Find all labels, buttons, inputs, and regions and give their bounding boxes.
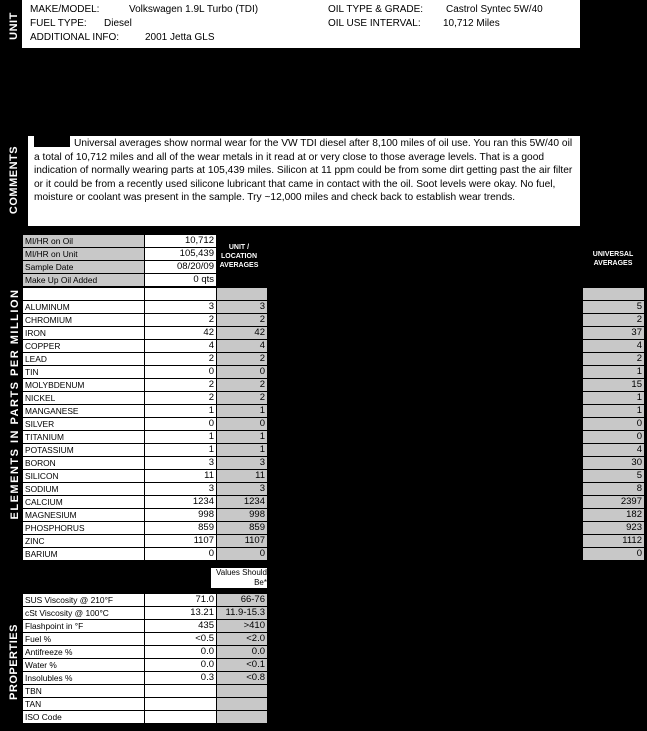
table-row — [23, 470, 268, 483]
element-name: ALUMINUM — [23, 301, 145, 314]
property-value: <0.5 — [145, 633, 217, 646]
element-value: 859 — [145, 522, 217, 535]
table-row — [583, 509, 645, 522]
table-row — [23, 261, 217, 274]
table-row — [583, 340, 645, 353]
additional-info-label: ADDITIONAL INFO: — [30, 32, 120, 43]
universal-averages-header: UNIVERSAL AVERAGES — [592, 251, 634, 267]
element-value: 3 — [145, 457, 217, 470]
table-row — [23, 366, 268, 379]
table-row — [583, 522, 645, 535]
element-universal-average: 2397 — [583, 496, 645, 509]
sample-value: 105,439 — [145, 248, 217, 261]
sample-label: Make Up Oil Added — [23, 274, 145, 287]
table-row — [23, 444, 268, 457]
element-name: TIN — [23, 366, 145, 379]
table-row — [583, 288, 645, 301]
table-row — [23, 698, 268, 711]
oil-interval-value: 10,712 Miles — [443, 18, 500, 29]
element-universal-average: 5 — [583, 301, 645, 314]
element-unit-average: 2 — [217, 314, 268, 327]
table-row — [23, 522, 268, 535]
element-universal-average: 30 — [583, 457, 645, 470]
blank-cell — [23, 288, 145, 301]
element-unit-average: 3 — [217, 457, 268, 470]
table-row — [583, 496, 645, 509]
property-name: Flashpoint in °F — [23, 620, 145, 633]
element-name: SILICON — [23, 470, 145, 483]
sample-value: 10,712 — [145, 235, 217, 248]
table-row — [23, 711, 268, 724]
sample-value: 08/20/09 — [145, 261, 217, 274]
element-name: BORON — [23, 457, 145, 470]
element-name: MANGANESE — [23, 405, 145, 418]
property-name: Antifreeze % — [23, 646, 145, 659]
fuel-type-value: Diesel — [104, 18, 132, 29]
element-value: 998 — [145, 509, 217, 522]
element-universal-average: 2 — [583, 314, 645, 327]
property-name: ISO Code — [23, 711, 145, 724]
comments-text: Universal averages show normal wear for the VW TDI diesel after 8,100 miles of oil use. You ran this 5W/40 oil a total of 10,712 miles and all of the wear metals in it read at or very close to those average levels. That is a good indication of normally wearing parts at 105,439 miles. Silicon at 11 ppm could be from some dirt getting past the air filter or it could be from a recently used silicone lubricant that came in contact with the oil. Soot levels were okay. No fuel, moisture or coolant was present in the sample. Try ~12,000 miles and check back to establish wear trends. — [34, 138, 573, 203]
sample-label: MI/HR on Oil — [23, 235, 145, 248]
element-value: 3 — [145, 301, 217, 314]
table-row — [23, 340, 268, 353]
property-value — [145, 698, 217, 711]
element-universal-average: 4 — [583, 340, 645, 353]
property-value: 435 — [145, 620, 217, 633]
table-row — [23, 418, 268, 431]
property-value: 71.0 — [145, 594, 217, 607]
table-row — [583, 379, 645, 392]
table-row — [23, 431, 268, 444]
table-row — [23, 620, 268, 633]
universal-averages-table — [582, 287, 645, 561]
table-row — [23, 646, 268, 659]
element-unit-average: 2 — [217, 353, 268, 366]
element-name: SODIUM — [23, 483, 145, 496]
element-name: PHOSPHORUS — [23, 522, 145, 535]
table-row — [23, 483, 268, 496]
element-value: 2 — [145, 353, 217, 366]
table-row — [583, 392, 645, 405]
table-row — [583, 548, 645, 561]
element-universal-average: 0 — [583, 548, 645, 561]
table-row — [583, 418, 645, 431]
oil-interval-label: OIL USE INTERVAL: — [328, 18, 421, 29]
element-value: 2 — [145, 392, 217, 405]
table-row — [583, 314, 645, 327]
property-should-be — [217, 685, 268, 698]
table-row — [23, 685, 268, 698]
property-should-be: >410 — [217, 620, 268, 633]
element-unit-average: 3 — [217, 301, 268, 314]
properties-table — [22, 593, 268, 724]
table-row — [23, 594, 268, 607]
element-name: IRON — [23, 327, 145, 340]
property-should-be: 0.0 — [217, 646, 268, 659]
element-unit-average: 1 — [217, 444, 268, 457]
element-unit-average: 1234 — [217, 496, 268, 509]
element-value: 1 — [145, 444, 217, 457]
element-unit-average: 0 — [217, 366, 268, 379]
element-unit-average: 1 — [217, 405, 268, 418]
element-unit-average: 11 — [217, 470, 268, 483]
property-value — [145, 711, 217, 724]
element-unit-average: 3 — [217, 483, 268, 496]
sample-label: MI/HR on Unit — [23, 248, 145, 261]
property-should-be: <0.1 — [217, 659, 268, 672]
table-row — [23, 496, 268, 509]
property-value — [145, 685, 217, 698]
element-name: TITANIUM — [23, 431, 145, 444]
elements-table — [22, 287, 268, 561]
section-label-comments: COMMENTS — [8, 145, 20, 215]
element-universal-average: 37 — [583, 327, 645, 340]
element-value: 1234 — [145, 496, 217, 509]
element-universal-average: 0 — [583, 418, 645, 431]
table-row — [23, 457, 268, 470]
element-unit-average: 859 — [217, 522, 268, 535]
element-universal-average: 1112 — [583, 535, 645, 548]
table-row — [583, 535, 645, 548]
element-name: SILVER — [23, 418, 145, 431]
table-row — [583, 457, 645, 470]
element-universal-average: 1 — [583, 366, 645, 379]
table-row — [23, 379, 268, 392]
table-row — [23, 274, 217, 287]
property-name: SUS Viscosity @ 210°F — [23, 594, 145, 607]
table-row — [23, 288, 268, 301]
values-should-be-header: Values Should Be* — [211, 568, 267, 588]
table-row — [583, 444, 645, 457]
table-row — [583, 431, 645, 444]
element-value: 4 — [145, 340, 217, 353]
sample-value: 0 qts — [145, 274, 217, 287]
sample-info-table — [22, 234, 217, 287]
element-name: MAGNESIUM — [23, 509, 145, 522]
make-model-label: MAKE/MODEL: — [30, 4, 100, 15]
element-unit-average: 1107 — [217, 535, 268, 548]
element-universal-average: 1 — [583, 392, 645, 405]
property-should-be — [217, 698, 268, 711]
table-row — [23, 509, 268, 522]
table-row — [23, 672, 268, 685]
property-name: TBN — [23, 685, 145, 698]
table-row — [583, 327, 645, 340]
element-universal-average: 1 — [583, 405, 645, 418]
property-name: Fuel % — [23, 633, 145, 646]
table-row — [583, 470, 645, 483]
element-universal-average: 5 — [583, 470, 645, 483]
element-universal-average: 2 — [583, 353, 645, 366]
element-unit-average: 0 — [217, 418, 268, 431]
property-should-be: 11.9-15.3 — [217, 607, 268, 620]
element-unit-average: 1 — [217, 431, 268, 444]
element-universal-average: 15 — [583, 379, 645, 392]
element-value: 11 — [145, 470, 217, 483]
element-name: CHROMIUM — [23, 314, 145, 327]
unit-info-panel — [22, 0, 580, 48]
property-should-be — [217, 711, 268, 724]
section-label-properties: PROPERTIES — [8, 624, 20, 700]
table-row — [23, 633, 268, 646]
blank-cell — [145, 288, 217, 301]
property-value: 0.0 — [145, 659, 217, 672]
element-value: 42 — [145, 327, 217, 340]
section-label-unit: UNIT — [8, 12, 20, 40]
table-row — [583, 353, 645, 366]
table-row — [23, 548, 268, 561]
oil-type-label: OIL TYPE & GRADE: — [328, 4, 424, 15]
property-value: 0.3 — [145, 672, 217, 685]
make-model-value: Volkswagen 1.9L Turbo (TDI) — [129, 4, 259, 15]
element-universal-average: 0 — [583, 431, 645, 444]
element-name: CALCIUM — [23, 496, 145, 509]
element-value: 2 — [145, 379, 217, 392]
element-value: 0 — [145, 418, 217, 431]
table-row — [23, 535, 268, 548]
table-row — [23, 405, 268, 418]
comments-panel — [28, 136, 580, 226]
table-row — [23, 314, 268, 327]
property-name: cSt Viscosity @ 100°C — [23, 607, 145, 620]
unit-location-averages-header: UNIT / LOCATION AVERAGES — [219, 244, 259, 269]
element-value: 1107 — [145, 535, 217, 548]
table-row — [23, 392, 268, 405]
table-row — [583, 366, 645, 379]
element-name: ZINC — [23, 535, 145, 548]
table-row — [583, 483, 645, 496]
element-universal-average: 182 — [583, 509, 645, 522]
element-value: 2 — [145, 314, 217, 327]
element-value: 1 — [145, 431, 217, 444]
element-unit-average: 2 — [217, 392, 268, 405]
property-should-be: 66-76 — [217, 594, 268, 607]
oil-type-value: Castrol Syntec 5W/40 — [446, 4, 543, 15]
comments-redaction — [34, 136, 70, 147]
element-value: 0 — [145, 366, 217, 379]
element-name: LEAD — [23, 353, 145, 366]
table-row — [23, 659, 268, 672]
property-name: Insolubles % — [23, 672, 145, 685]
element-unit-average: 998 — [217, 509, 268, 522]
element-name: MOLYBDENUM — [23, 379, 145, 392]
property-name: TAN — [23, 698, 145, 711]
element-unit-average: 0 — [217, 548, 268, 561]
table-row — [583, 301, 645, 314]
table-row — [23, 353, 268, 366]
element-unit-average: 42 — [217, 327, 268, 340]
element-name: POTASSIUM — [23, 444, 145, 457]
element-universal-average: 923 — [583, 522, 645, 535]
table-row — [23, 607, 268, 620]
fuel-type-label: FUEL TYPE: — [30, 18, 87, 29]
element-value: 0 — [145, 548, 217, 561]
property-name: Water % — [23, 659, 145, 672]
property-value: 13.21 — [145, 607, 217, 620]
element-unit-average: 2 — [217, 379, 268, 392]
property-value: 0.0 — [145, 646, 217, 659]
table-row — [23, 248, 217, 261]
additional-info-value: 2001 Jetta GLS — [145, 32, 215, 43]
element-value: 1 — [145, 405, 217, 418]
sample-label: Sample Date — [23, 261, 145, 274]
property-should-be: <2.0 — [217, 633, 268, 646]
element-universal-average: 8 — [583, 483, 645, 496]
element-name: BARIUM — [23, 548, 145, 561]
table-row — [23, 301, 268, 314]
element-name: NICKEL — [23, 392, 145, 405]
element-value: 3 — [145, 483, 217, 496]
table-row — [583, 405, 645, 418]
element-unit-average: 4 — [217, 340, 268, 353]
table-row — [23, 235, 217, 248]
table-row — [23, 327, 268, 340]
property-should-be: <0.8 — [217, 672, 268, 685]
section-label-elements: ELEMENTS IN PARTS PER MILLION — [9, 288, 21, 520]
blank-cell — [217, 288, 268, 301]
blank-cell — [583, 288, 645, 301]
element-universal-average: 4 — [583, 444, 645, 457]
element-name: COPPER — [23, 340, 145, 353]
